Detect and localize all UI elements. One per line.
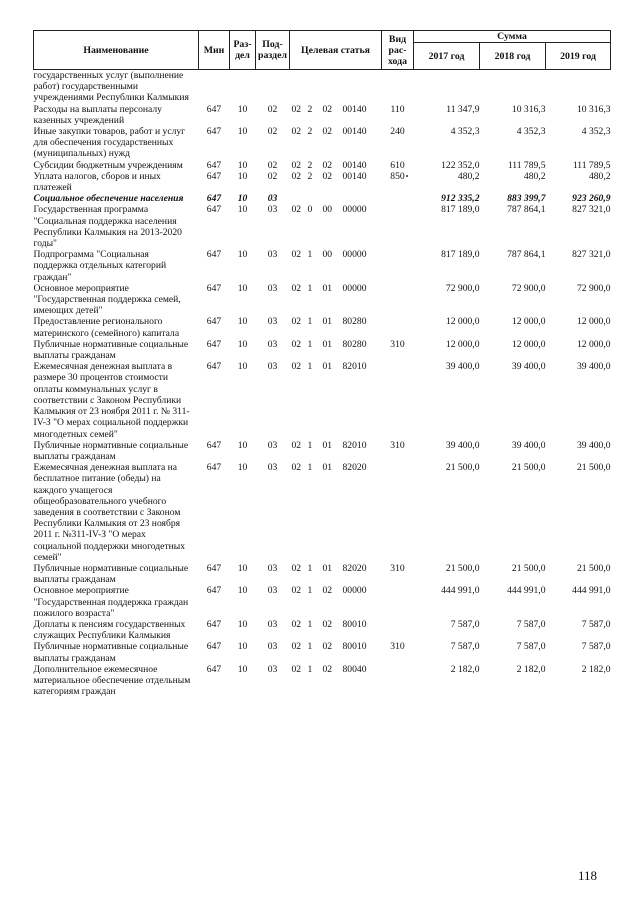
row-expense-type xyxy=(382,193,414,204)
table-body xyxy=(34,70,611,698)
target-article-part: 01 xyxy=(322,562,333,574)
target-article-part: 00 xyxy=(322,249,333,261)
table-row xyxy=(34,249,611,283)
row-expense-type xyxy=(382,70,414,104)
row-min: 647 xyxy=(206,618,222,630)
target-article-part: 00140 xyxy=(342,103,367,115)
row-razdel: 10 xyxy=(237,159,248,171)
table-row xyxy=(34,664,611,698)
row-name: Ежемесячная денежная выплата на бесплатное питание (обеды) на каждого учащегося общеобразовательного учебного заведения в соответствии с Законом Республики Калмыкия от 23 ноября 2011 г. №311-IV-З "О мерах социальной поддержки многодетных семей" xyxy=(33,462,186,563)
target-article-part: 02 xyxy=(291,126,302,138)
row-sum-2019: 21 500,0 xyxy=(576,462,611,474)
target-article-part: 01 xyxy=(322,282,333,294)
target-article-part: 1 xyxy=(307,663,313,675)
table-row xyxy=(34,641,611,663)
row-sum-2017: 817 189,0 xyxy=(441,249,480,261)
row-podrazdel: 02 xyxy=(267,126,278,138)
target-article-part: 02 xyxy=(322,641,333,653)
row-sum-2017 xyxy=(414,70,480,104)
target-article-part: 1 xyxy=(307,361,313,373)
row-expense-type xyxy=(382,316,414,338)
row-sum-2018: 10 316,3 xyxy=(511,103,546,115)
row-min: 647 xyxy=(206,338,222,350)
row-sum-2017: 39 400,0 xyxy=(445,361,480,373)
target-article-part: 02 xyxy=(291,204,302,216)
target-article-part: 02 xyxy=(322,103,333,115)
row-name: Основное мероприятие "Государственная поддержка граждан пожилого возраста" xyxy=(33,585,189,619)
row-sum-2018: 4 352,3 xyxy=(516,126,546,138)
row-sum-2018: 7 587,0 xyxy=(516,641,546,653)
row-sum-2019: 39 400,0 xyxy=(576,439,611,451)
row-name: Дополнительное ежемесячное материальное обеспечение отдельным категориям граждан xyxy=(33,663,191,698)
row-sum-2017: 12 000,0 xyxy=(445,316,480,328)
header-podrazdel: Под-раздел xyxy=(256,31,290,70)
row-target-article xyxy=(290,70,382,104)
row-expense-type xyxy=(382,462,414,563)
row-target-article xyxy=(290,619,382,641)
row-sum-2019 xyxy=(546,70,611,104)
target-article-part: 00 xyxy=(322,204,333,216)
row-name: Публичные нормативные социальные выплаты гражданам xyxy=(33,641,189,664)
target-article-part: 02 xyxy=(322,663,333,675)
target-article-part: 2 xyxy=(307,103,313,115)
target-article-part: 1 xyxy=(307,316,313,328)
row-target-article xyxy=(290,440,382,462)
row-sum-2017: 7 587,0 xyxy=(450,641,480,653)
scan-speck xyxy=(406,175,408,177)
row-sum-2018: 12 000,0 xyxy=(511,316,546,328)
target-article-part: 1 xyxy=(307,641,313,653)
target-article-part: 1 xyxy=(307,618,313,630)
row-sum-2019: 480,2 xyxy=(588,170,611,182)
target-article-part: 02 xyxy=(291,585,302,597)
row-target-article xyxy=(290,104,382,126)
row-target-article xyxy=(290,171,382,193)
row-sum-2019: 923 260,9 xyxy=(572,193,611,205)
target-article-part: 01 xyxy=(322,316,333,328)
target-article-part: 80040 xyxy=(342,663,367,675)
header-target-article: Целевая статья xyxy=(290,31,382,70)
table-row xyxy=(34,619,611,641)
row-target-article xyxy=(290,339,382,361)
row-target-article xyxy=(290,204,382,249)
row-razdel: 10 xyxy=(237,462,248,474)
row-name: Социальное обеспечение населения xyxy=(33,193,184,205)
row-sum-2018: 21 500,0 xyxy=(511,562,546,574)
row-podrazdel: 03 xyxy=(267,193,278,205)
row-min: 647 xyxy=(206,282,222,294)
target-article-part: 1 xyxy=(307,282,313,294)
row-sum-2017: 39 400,0 xyxy=(445,439,480,451)
row-sum-2019: 7 587,0 xyxy=(581,641,611,653)
row-min: 647 xyxy=(206,585,222,597)
header-name: Наименование xyxy=(34,31,199,70)
row-sum-2017: 7 587,0 xyxy=(450,618,480,630)
table-row xyxy=(34,126,611,160)
row-name: Доплаты к пенсиям государственных служащих Республики Калмыкия xyxy=(33,618,186,642)
row-podrazdel: 03 xyxy=(267,338,278,350)
target-article-part: 2 xyxy=(307,126,313,138)
table-row xyxy=(34,585,611,619)
table-row xyxy=(34,563,611,585)
target-article-part: 1 xyxy=(307,462,313,474)
header-expense-type: Вид рас-хода xyxy=(382,31,414,70)
row-sum-2019: 12 000,0 xyxy=(576,338,611,350)
row-name: Иные закупки товаров, работ и услуг для обеспечения государственных (муниципальных) нужд xyxy=(33,126,186,160)
row-sum-2017: 122 352,0 xyxy=(441,159,480,171)
target-article-part: 82020 xyxy=(342,462,367,474)
row-name: Субсидии бюджетным учреждениям xyxy=(33,159,183,171)
target-article-part: 02 xyxy=(291,361,302,373)
budget-table-page xyxy=(33,30,610,697)
row-razdel: 10 xyxy=(237,249,248,261)
target-article-part: 1 xyxy=(307,249,313,261)
target-article-part: 02 xyxy=(322,126,333,138)
table-row xyxy=(34,171,611,193)
target-article-part: 1 xyxy=(307,439,313,451)
header-sum: Сумма xyxy=(414,31,611,43)
row-min: 647 xyxy=(206,462,222,474)
row-sum-2018: 2 182,0 xyxy=(516,663,546,675)
row-min: 647 xyxy=(206,361,222,373)
target-article-part: 82010 xyxy=(342,361,367,373)
row-target-article xyxy=(290,641,382,663)
row-name: государственных услуг (выполнение работ) государственными учреждениями Республики Калмыкия xyxy=(33,70,189,104)
row-name: Ежемесячная денежная выплата в размере 30 процентов стоимости оплаты коммунальных услуг в соответствии с Законом Республики Калмыкия от 23 ноября 2011 г. № 311-IV-З "О мерах социальной поддержки многодетных семей" xyxy=(33,361,190,440)
row-podrazdel: 03 xyxy=(267,462,278,474)
table-header xyxy=(34,31,611,70)
page-number: 118 xyxy=(578,868,598,883)
header-year-2018: 2018 год xyxy=(480,43,546,70)
row-podrazdel: 03 xyxy=(267,618,278,630)
table-row xyxy=(34,193,611,204)
row-sum-2018: 39 400,0 xyxy=(511,439,546,451)
row-sum-2019: 111 789,5 xyxy=(572,159,611,171)
row-podrazdel: 02 xyxy=(267,103,278,115)
row-name: Расходы на выплаты персоналу казенных учреждений xyxy=(33,103,162,126)
target-article-part: 02 xyxy=(291,159,302,171)
target-article-part: 00000 xyxy=(342,585,367,597)
row-sum-2018: 883 399,7 xyxy=(507,193,546,205)
row-razdel: 10 xyxy=(237,193,248,205)
target-article-part: 02 xyxy=(291,170,302,182)
row-sum-2018: 111 789,5 xyxy=(507,159,546,171)
table-row xyxy=(34,316,611,338)
target-article-part: 02 xyxy=(291,282,302,294)
row-expense-type xyxy=(382,619,414,641)
table-row xyxy=(34,440,611,462)
target-article-part: 80010 xyxy=(342,618,367,630)
row-razdel: 10 xyxy=(237,361,248,373)
row-sum-2019: 21 500,0 xyxy=(576,562,611,574)
target-article-part: 1 xyxy=(307,338,313,350)
target-article-part: 02 xyxy=(291,562,302,574)
target-article-part: 02 xyxy=(322,170,333,182)
row-razdel: 10 xyxy=(237,170,248,182)
header-year-2019: 2019 год xyxy=(546,43,611,70)
target-article-part: 00140 xyxy=(342,126,367,138)
target-article-part: 82020 xyxy=(342,562,367,574)
row-name: Предоставление регионального материнского (семейного) капитала xyxy=(33,316,180,339)
row-target-article xyxy=(290,316,382,338)
target-article-part: 00140 xyxy=(342,159,367,171)
row-podrazdel xyxy=(256,70,290,104)
target-article-part: 02 xyxy=(291,663,302,675)
row-podrazdel: 03 xyxy=(267,439,278,451)
row-sum-2017: 2 182,0 xyxy=(450,663,480,675)
row-razdel: 10 xyxy=(237,562,248,574)
row-sum-2017: 21 500,0 xyxy=(445,462,480,474)
target-article-part: 2 xyxy=(307,159,313,171)
row-podrazdel: 03 xyxy=(267,361,278,373)
row-sum-2017: 817 189,0 xyxy=(441,204,480,216)
row-sum-2019: 7 587,0 xyxy=(581,618,611,630)
row-expense-type: 240 xyxy=(390,126,405,138)
table-row xyxy=(34,462,611,563)
target-article-part: 02 xyxy=(322,159,333,171)
row-sum-2017: 21 500,0 xyxy=(445,562,480,574)
row-min xyxy=(199,70,230,104)
row-razdel: 10 xyxy=(237,618,248,630)
row-razdel: 10 xyxy=(237,439,248,451)
row-expense-type xyxy=(382,664,414,698)
row-min: 647 xyxy=(206,159,222,171)
row-expense-type: 110 xyxy=(390,103,405,115)
row-razdel: 10 xyxy=(237,585,248,597)
target-article-part: 01 xyxy=(322,338,333,350)
target-article-part: 02 xyxy=(291,618,302,630)
target-article-part: 02 xyxy=(291,439,302,451)
row-podrazdel: 03 xyxy=(267,316,278,328)
row-min: 647 xyxy=(206,316,222,328)
row-target-article xyxy=(290,361,382,439)
target-article-part: 0 xyxy=(307,204,313,216)
row-name: Публичные нормативные социальные выплаты гражданам xyxy=(33,562,189,586)
row-podrazdel: 03 xyxy=(267,249,278,261)
row-podrazdel: 02 xyxy=(267,170,278,182)
row-sum-2018: 480,2 xyxy=(523,170,546,182)
row-expense-type: 850 xyxy=(390,170,405,182)
target-article-part: 00000 xyxy=(342,249,367,261)
row-sum-2019: 12 000,0 xyxy=(576,316,611,328)
table-row xyxy=(34,361,611,439)
row-target-article xyxy=(290,585,382,619)
row-sum-2017: 12 000,0 xyxy=(445,338,480,350)
row-min: 647 xyxy=(206,193,222,205)
target-article-part: 02 xyxy=(291,338,302,350)
row-name: Публичные нормативные социальные выплаты гражданам xyxy=(33,338,189,362)
row-expense-type: 310 xyxy=(390,562,405,574)
row-sum-2018: 39 400,0 xyxy=(511,361,546,373)
row-podrazdel: 03 xyxy=(267,585,278,597)
row-expense-type xyxy=(382,283,414,317)
row-sum-2019: 444 991,0 xyxy=(572,585,611,597)
row-target-article xyxy=(290,193,382,204)
row-podrazdel: 03 xyxy=(267,282,278,294)
row-sum-2019: 39 400,0 xyxy=(576,361,611,373)
row-expense-type: 310 xyxy=(390,338,405,350)
target-article-part: 02 xyxy=(291,462,302,474)
row-sum-2017: 72 900,0 xyxy=(445,282,480,294)
row-sum-2017: 912 335,2 xyxy=(441,193,480,205)
target-article-part: 82010 xyxy=(342,439,367,451)
row-min: 647 xyxy=(206,204,222,216)
header-razdel: Раз-дел xyxy=(230,31,256,70)
row-sum-2017: 4 352,3 xyxy=(450,126,480,138)
target-article-part: 1 xyxy=(307,562,313,574)
row-sum-2019: 10 316,3 xyxy=(576,103,611,115)
row-name: Уплата налогов, сборов и иных платежей xyxy=(33,170,161,194)
target-article-part: 80010 xyxy=(342,641,367,653)
row-sum-2018: 12 000,0 xyxy=(511,338,546,350)
row-target-article xyxy=(290,563,382,585)
row-target-article xyxy=(290,462,382,563)
header-min: Мин xyxy=(199,31,230,70)
target-article-part: 02 xyxy=(291,316,302,328)
table-row xyxy=(34,204,611,249)
row-min: 647 xyxy=(206,126,222,138)
row-min: 647 xyxy=(206,439,222,451)
row-target-article xyxy=(290,160,382,171)
row-razdel: 10 xyxy=(237,103,248,115)
row-razdel: 10 xyxy=(237,338,248,350)
table-row xyxy=(34,104,611,126)
header-year-2017: 2017 год xyxy=(414,43,480,70)
row-min: 647 xyxy=(206,663,222,675)
row-target-article xyxy=(290,249,382,283)
target-article-part: 02 xyxy=(322,585,333,597)
row-target-article xyxy=(290,126,382,160)
row-podrazdel: 03 xyxy=(267,641,278,653)
row-sum-2019: 2 182,0 xyxy=(581,663,611,675)
row-expense-type xyxy=(382,585,414,619)
target-article-part: 1 xyxy=(307,585,313,597)
row-sum-2018: 72 900,0 xyxy=(511,282,546,294)
target-article-part: 00000 xyxy=(342,204,367,216)
row-expense-type xyxy=(382,249,414,283)
row-min: 647 xyxy=(206,641,222,653)
target-article-part: 2 xyxy=(307,170,313,182)
row-razdel: 10 xyxy=(237,204,248,216)
target-article-part: 01 xyxy=(322,439,333,451)
target-article-part: 02 xyxy=(291,103,302,115)
row-razdel: 10 xyxy=(237,316,248,328)
table-row xyxy=(34,283,611,317)
row-min: 647 xyxy=(206,103,222,115)
row-sum-2018: 7 587,0 xyxy=(516,618,546,630)
target-article-part: 00140 xyxy=(342,170,367,182)
row-podrazdel: 03 xyxy=(267,204,278,216)
row-razdel: 10 xyxy=(237,663,248,675)
row-razdel: 10 xyxy=(237,126,248,138)
target-article-part: 02 xyxy=(291,641,302,653)
table-row xyxy=(34,339,611,361)
target-article-part: 80280 xyxy=(342,316,367,328)
row-sum-2019: 4 352,3 xyxy=(581,126,611,138)
table-row xyxy=(34,160,611,171)
row-min: 647 xyxy=(206,249,222,261)
row-name: Подпрограмма "Социальная поддержка отдельных категорий граждан" xyxy=(33,249,167,283)
row-target-article xyxy=(290,664,382,698)
row-expense-type xyxy=(382,361,414,439)
budget-table xyxy=(33,30,611,697)
target-article-part: 02 xyxy=(322,618,333,630)
row-expense-type: 610 xyxy=(390,159,405,171)
target-article-part: 02 xyxy=(291,249,302,261)
row-name: Государственная программа "Социальная поддержка населения Республики Калмыкия на 2013-2020 годы" xyxy=(33,204,182,250)
row-sum-2018: 21 500,0 xyxy=(511,462,546,474)
row-expense-type xyxy=(382,204,414,249)
row-min: 647 xyxy=(206,562,222,574)
row-expense-type: 310 xyxy=(390,439,405,451)
row-podrazdel: 03 xyxy=(267,562,278,574)
row-name: Основное мероприятие "Государственная поддержка семей, имеющих детей" xyxy=(33,282,181,317)
target-article-part: 00000 xyxy=(342,282,367,294)
row-razdel: 10 xyxy=(237,641,248,653)
row-sum-2017: 444 991,0 xyxy=(441,585,480,597)
row-podrazdel: 03 xyxy=(267,663,278,675)
row-sum-2019: 827 321,0 xyxy=(572,249,611,261)
row-podrazdel: 02 xyxy=(267,159,278,171)
target-article-part: 80280 xyxy=(342,338,367,350)
target-article-part: 01 xyxy=(322,462,333,474)
row-expense-type: 310 xyxy=(390,641,405,653)
row-razdel: 10 xyxy=(237,282,248,294)
row-sum-2018 xyxy=(480,70,546,104)
row-sum-2017: 480,2 xyxy=(457,170,480,182)
row-razdel xyxy=(230,70,256,104)
row-sum-2019: 827 321,0 xyxy=(572,204,611,216)
row-sum-2018: 787 864,1 xyxy=(507,249,546,261)
row-sum-2018: 787 864,1 xyxy=(507,204,546,216)
row-sum-2017: 11 347,9 xyxy=(446,103,480,115)
row-name: Публичные нормативные социальные выплаты гражданам xyxy=(33,439,189,462)
row-target-article xyxy=(290,283,382,317)
row-sum-2019: 72 900,0 xyxy=(576,282,611,294)
row-min: 647 xyxy=(206,170,222,182)
row-sum-2018: 444 991,0 xyxy=(507,585,546,597)
table-row xyxy=(34,70,611,104)
target-article-part: 01 xyxy=(322,361,333,373)
